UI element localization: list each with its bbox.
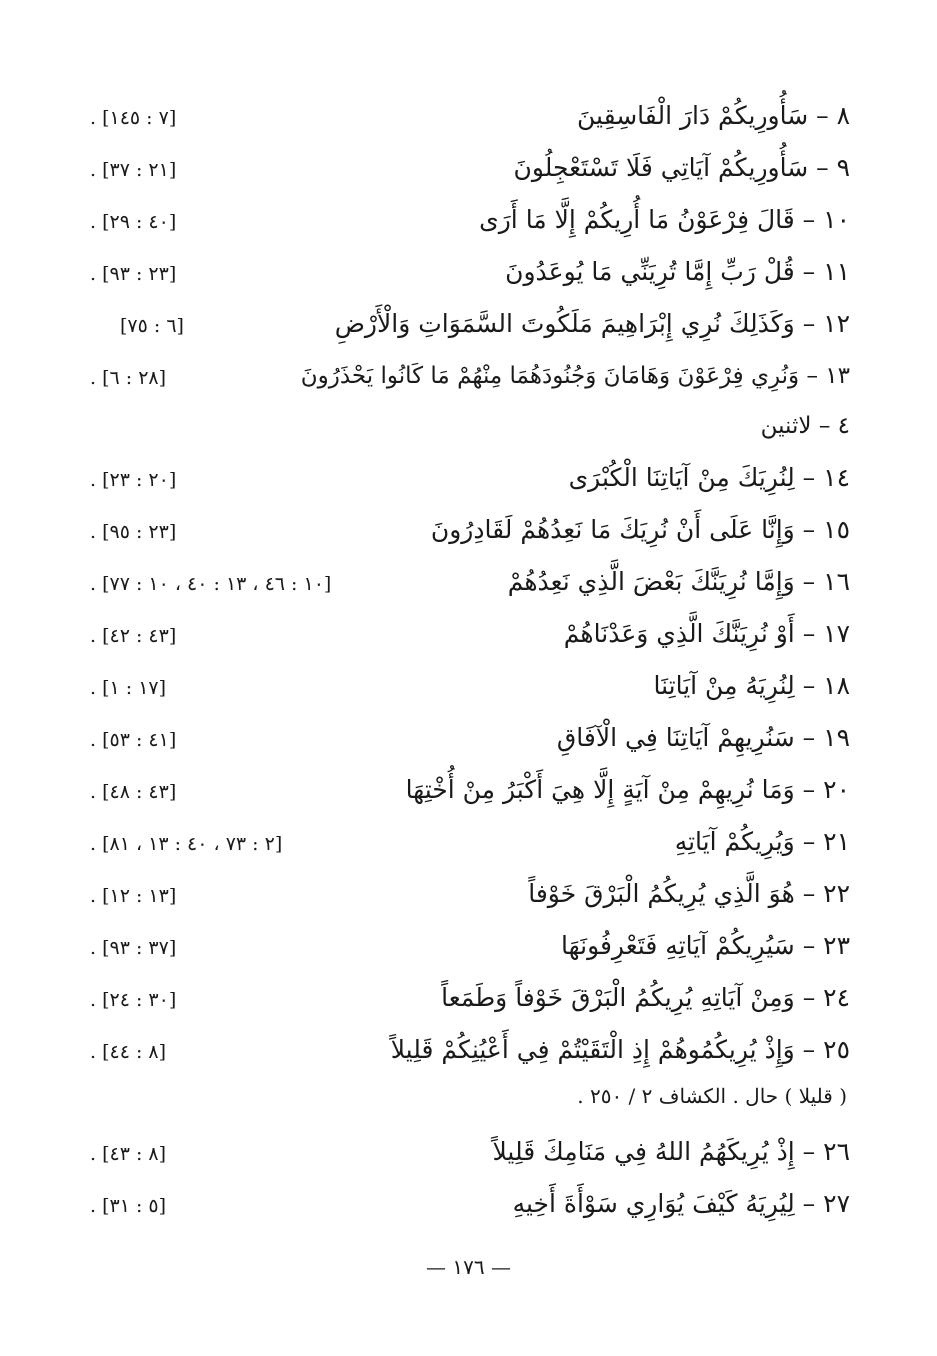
verse-reference: [٢١ : ٣٧] . xyxy=(90,159,177,181)
verse-entry xyxy=(90,148,850,198)
verse-text: ٢٠ – وَمَا نُرِيهِمْ مِنْ آيَةٍ إِلَّا هِيَ أَكْبَرُ مِنْ أُخْتِهَا xyxy=(405,775,850,804)
verse-reference: [١٠ : ٤٦ ، ١٣ : ٤٠ ، ١٠ : ٧٧] . xyxy=(90,573,332,595)
verse-text: ١٢ – وَكَذَلِكَ نُرِي إِبْرَاهِيمَ مَلَكُوتَ السَّمَوَاتِ وَالْأَرْضِ xyxy=(334,309,850,338)
verse-entry xyxy=(90,200,850,250)
verse-text: ٢٤ – وَمِنْ آيَاتِهِ يُرِيكُمُ الْبَرْقَ خَوْفاً وَطَمَعاً xyxy=(441,983,850,1012)
verse-reference: [٤٣ : ٤٨] . xyxy=(90,781,177,803)
verse-entry xyxy=(90,252,850,302)
verse-entry xyxy=(90,96,850,146)
verse-reference: [٨ : ٤٣] . xyxy=(90,1143,167,1165)
verse-reference: [٢٨ : ٦] . xyxy=(90,367,167,389)
verse-text: ١٨ – لِنُرِيَهُ مِنْ آيَاتِنَا xyxy=(653,671,850,700)
verse-reference: [٢٣ : ٩٣] . xyxy=(90,263,177,285)
verse-text: ١٤ – لِنُرِيَكَ مِنْ آيَاتِنَا الْكُبْرَى xyxy=(568,463,850,492)
verse-text: ١٣ – وَنُرِي فِرْعَوْنَ وَهَامَانَ وَجُنُودَهُمَا مِنْهُمْ مَا كَانُوا يَحْذَرُونَ xyxy=(300,363,850,389)
verse-text: ١٩ – سَنُرِيهِمْ آيَاتِنَا فِي الْآفَاقِ xyxy=(556,723,850,752)
verse-text: ٢٥ – وَإِذْ يُرِيكُمُوهُمْ إِذِ الْتَقَيْتُمْ فِي أَعْيُنِكُمْ قَلِيلاً xyxy=(390,1035,850,1064)
verse-reference: [١٣ : ١٢] . xyxy=(90,885,177,907)
verse-text: ٢٧ – لِيُرِيَهُ كَيْفَ يُوَارِي سَوْأَةَ أَخِيهِ xyxy=(512,1189,850,1218)
verse-reference: [٢ : ٧٣ ، ٤٠ : ١٣ ، ٨١] . xyxy=(90,833,283,855)
verse-entry xyxy=(90,822,850,872)
verse-reference: [١٧ : ١] . xyxy=(90,677,167,699)
verse-text: ١٠ – قَالَ فِرْعَوْنُ مَا أُرِيكُمْ إِلَّا مَا أَرَى xyxy=(479,205,850,234)
verse-text: ٢١ – وَيُرِيكُمْ آيَاتِهِ xyxy=(674,827,850,856)
verse-entry xyxy=(90,874,850,924)
verse-entry xyxy=(90,1030,850,1080)
verse-entry xyxy=(90,1184,850,1234)
verse-entry xyxy=(90,562,850,612)
verse-reference: [٧ : ١٤٥] . xyxy=(90,107,177,129)
verse-text: ٢٢ – هُوَ الَّذِي يُرِيكُمُ الْبَرْقَ خَوْفاً xyxy=(528,879,850,908)
grammar-note: ( قليلا ) حال . الكشاف ٢ / ٢٥٠ . xyxy=(577,1084,847,1108)
verse-text: ١١ – قُلْ رَبِّ إِمَّا تُرِيَنِّي مَا يُوعَدُونَ xyxy=(505,257,850,286)
verse-entry xyxy=(90,978,850,1028)
verse-entry xyxy=(90,614,850,664)
verse-text: ١٥ – وَإِنَّا عَلَى أَنْ نُرِيَكَ مَا نَعِدُهُمْ لَقَادِرُونَ xyxy=(430,515,850,544)
verse-reference: [٢٣ : ٩٥] . xyxy=(90,521,177,543)
verse-entry xyxy=(90,356,850,406)
page-number: — ١٧٦ — xyxy=(426,1255,511,1279)
verse-entry xyxy=(90,770,850,820)
verse-entry xyxy=(90,304,850,354)
verse-reference: [٤٠ : ٢٩] . xyxy=(90,211,177,233)
verse-entry xyxy=(90,1132,850,1182)
verse-reference: [٨ : ٤٤] . xyxy=(90,1041,167,1063)
verse-reference: [٥ : ٣١] . xyxy=(90,1195,167,1217)
verse-entry xyxy=(90,458,850,508)
verse-entry xyxy=(90,666,850,716)
verse-reference: [٢٠ : ٢٣] . xyxy=(90,469,177,491)
verse-text: ١٦ – وَإِمَّا نُرِيَنَّكَ بَعْضَ الَّذِي نَعِدُهُمْ xyxy=(507,567,850,596)
verse-entry xyxy=(90,926,850,976)
verse-reference: [٣٠ : ٢٤] . xyxy=(90,989,177,1011)
verse-text: ٢٣ – سَيُرِيكُمْ آيَاتِهِ فَتَعْرِفُونَهَا xyxy=(560,931,850,960)
verse-entry xyxy=(90,718,850,768)
verse-text: ١٧ – أَوْ نُرِيَنَّكَ الَّذِي وَعَدْنَاهُمْ xyxy=(563,619,850,648)
verse-entry xyxy=(90,510,850,560)
verse-reference: [٤١ : ٥٣] . xyxy=(90,729,177,751)
verse-reference: [٤٣ : ٤٢] . xyxy=(90,625,177,647)
verse-reference: [٣٧ : ٩٣] . xyxy=(90,937,177,959)
section-heading: ٤ – لاثنين xyxy=(760,413,850,439)
verse-text: ٩ – سَأُورِيكُمْ آيَاتِي فَلَا تَسْتَعْجِلُونَ xyxy=(513,153,850,182)
verse-text: ٢٦ – إِذْ يُرِيكَهُمُ اللهُ فِي مَنَامِكَ قَلِيلاً xyxy=(492,1137,850,1166)
verse-text: ٨ – سَأُورِيكُمْ دَارَ الْفَاسِقِينَ xyxy=(577,101,850,130)
verse-reference: [٦ : ٧٥] xyxy=(120,315,184,337)
